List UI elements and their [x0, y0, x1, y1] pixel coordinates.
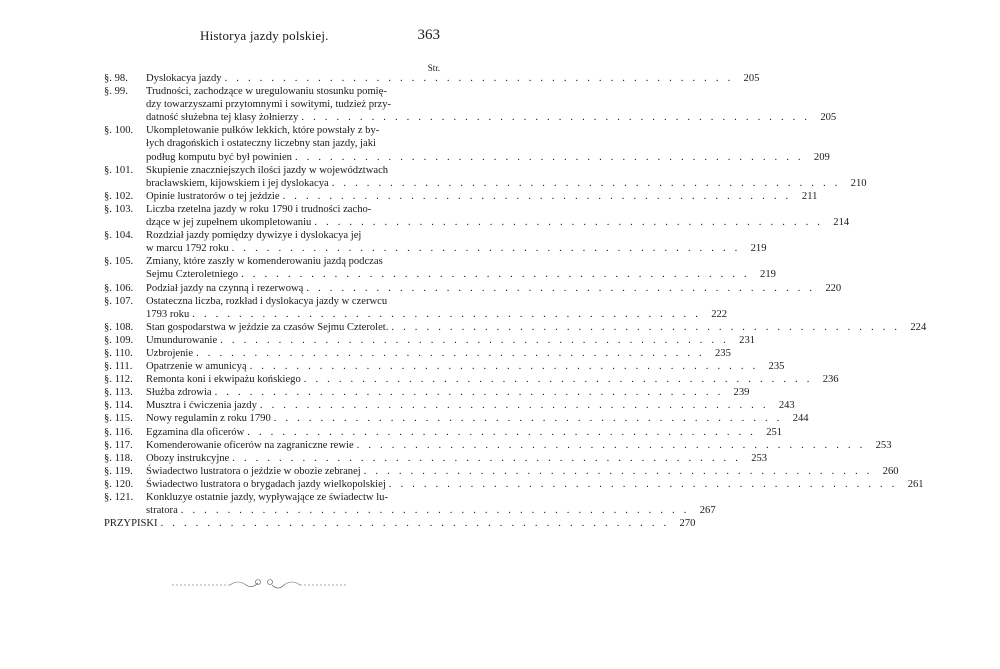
section-number: §. 117.: [104, 439, 133, 451]
page-reference: 251: [766, 426, 783, 438]
entry-line: [146, 85, 440, 98]
entry-text: [146, 72, 760, 85]
running-head-title: Historya jazdy polskiej.: [200, 28, 329, 43]
entry-text: [146, 321, 927, 334]
entry-line: [146, 216, 850, 229]
dot-leader: . . . . . . . . . . . . . . . . . . . . . . . . . . . . . . . . . . . . . . . . . . . .: [180, 505, 690, 517]
entry-line-text: Obozy instrukcyjne: [146, 452, 230, 464]
entry-text: [146, 229, 767, 255]
page-reference: 239: [733, 387, 750, 399]
entry-text: [146, 412, 809, 425]
dot-leader: . . . . . . . . . . . . . . . . . . . . . . . . . . . . . . . . . . . . . . . . . . . .: [273, 413, 783, 425]
entry-line-text: Stan gospodarstwa w jeździe za czasów Sejmu Czterolet.: [146, 321, 389, 333]
section-number: §. 121.: [104, 492, 134, 503]
entry-text: [146, 478, 924, 491]
entry-line-text: podług komputu być był powinien: [146, 151, 292, 163]
section-number: §. 100.: [104, 125, 134, 137]
entry-text: [146, 360, 785, 373]
section-number: §. 114.: [104, 400, 133, 412]
toc-entry: [104, 412, 809, 425]
entry-line-text: w marcu 1792 roku: [146, 243, 229, 255]
entry-text: [146, 386, 750, 399]
page-reference: 210: [850, 177, 867, 189]
entry-text: [146, 334, 756, 347]
entry-line-text: Egzamina dla oficerów: [146, 426, 245, 438]
toc-entry: [104, 373, 839, 386]
page-reference: 253: [751, 452, 768, 464]
page-reference: 214: [833, 217, 850, 229]
section-number: §. 104.: [104, 230, 134, 242]
toc-entry: [104, 465, 899, 478]
page-reference: 205: [820, 112, 837, 124]
section-number: §. 109.: [104, 334, 134, 346]
section-number: §. 115.: [104, 413, 133, 425]
dot-leader: . . . . . . . . . . . . . . . . . . . . . . . . . . . . . . . . . . . . . . . . . . . .: [356, 439, 866, 451]
toc-entry: [104, 347, 731, 360]
toc-entry: [104, 491, 716, 517]
section-number: §. 102.: [104, 190, 134, 202]
entry-line: [146, 255, 440, 268]
entry-line: [146, 137, 440, 150]
dot-leader: . . . . . . . . . . . . . . . . . . . . . . . . . . . . . . . . . . . . . . . . . . . .: [282, 190, 792, 202]
page-column-label: Str.: [427, 63, 440, 73]
entry-line-text: Ostateczna liczba, rozkład i dyslokacya jazdy w czerwcu: [146, 295, 388, 307]
entry-line: [146, 386, 750, 399]
dot-leader: . . . . . . . . . . . . . . . . . . . . . . . . . . . . . . . . . . . . . . . . . . . .: [160, 518, 670, 530]
toc-entry: [104, 164, 867, 190]
dot-leader: . . . . . . . . . . . . . . . . . . . . . . . . . . . . . . . . . . . . . . . . . . . .: [232, 452, 742, 464]
entry-line-text: Służba zdrowia: [146, 387, 212, 399]
toc-entry: [104, 190, 818, 203]
toc-entry: [104, 360, 785, 373]
entry-text: [146, 452, 768, 465]
page-reference: 205: [743, 73, 760, 84]
entry-line-text: stratora: [146, 505, 178, 517]
section-number: §. 105.: [104, 256, 134, 268]
page-reference: 260: [882, 465, 899, 477]
entry-text: [146, 399, 795, 412]
dot-leader: . . . . . . . . . . . . . . . . . . . . . . . . . . . . . . . . . . . . . . . . . . . .: [301, 112, 811, 124]
page-reference: 209: [813, 151, 830, 163]
dot-leader: . . . . . . . . . . . . . . . . . . . . . . . . . . . . . . . . . . . . . . . . . . . .: [249, 361, 759, 373]
entry-line: [146, 295, 440, 308]
table-of-contents: [104, 72, 927, 530]
page-reference: 261: [907, 478, 924, 490]
dot-leader: . . . . . . . . . . . . . . . . . . . . . . . . . . . . . . . . . . . . . . . . . . . .: [231, 243, 741, 255]
entry-line: [146, 177, 867, 190]
entry-line: [146, 282, 842, 295]
entry-line: [146, 164, 440, 177]
toc-entry: [104, 386, 750, 399]
page-reference: 219: [760, 269, 776, 281]
entry-line-text: Musztra i ćwiczenia jazdy: [146, 400, 257, 412]
entry-line-text: Liczba rzetelna jazdy w roku 1790 i trudności zacho-: [146, 203, 372, 215]
page-reference: 220: [825, 282, 842, 294]
entry-line: [146, 308, 728, 321]
page-reference: 236: [822, 374, 839, 386]
page-number: 363: [417, 27, 440, 43]
page-reference: 219: [750, 243, 767, 255]
section-number: §. 113.: [104, 387, 133, 399]
section-number: §. 106.: [104, 282, 134, 294]
entry-line-text: Zmiany, które zaszły w komenderowaniu jazdą podczas: [146, 256, 383, 268]
entry-line-text: Sejmu Czteroletniego: [146, 269, 239, 281]
entry-line-text: Konkluzye ostatnie jazdy, wypływające ze świadectw lu-: [146, 492, 388, 503]
entry-line: [146, 478, 924, 491]
dot-leader: . . . . . . . . . . . . . . . . . . . . . . . . . . . . . . . . . . . . . . . . . . . .: [241, 269, 750, 281]
entry-text: [146, 124, 830, 163]
toc-entry: [104, 426, 783, 439]
dot-leader: . . . . . . . . . . . . . . . . . . . . . . . . . . . . . . . . . . . . . . . . . . . .: [363, 465, 873, 477]
entry-text: [146, 255, 776, 281]
toc-entry: [104, 439, 892, 452]
entry-line-text: Uzbrojenie: [146, 347, 194, 359]
entry-line-text: datność służebna tej klasy żołnierzy: [146, 112, 299, 124]
entry-line-text: Skupienie znaczniejszych ilości jazdy w województwach: [146, 164, 389, 176]
entry-line: [146, 439, 892, 452]
toc-entry: [104, 452, 768, 465]
section-number: §. 116.: [104, 426, 133, 438]
entry-line: [146, 412, 809, 425]
section-number: §. 98.: [104, 73, 128, 84]
entry-line: [146, 452, 768, 465]
page-reference: 235: [715, 347, 731, 359]
entry-line-text: Opinie lustratorów o tej jeździe: [146, 190, 280, 202]
dot-leader: . . . . . . . . . . . . . . . . . . . . . . . . . . . . . . . . . . . . . . . . . . . .: [247, 426, 757, 438]
entry-text: [146, 203, 850, 229]
section-number: §. 103.: [104, 203, 134, 215]
toc-entry: [104, 334, 756, 347]
entry-line-text: Komenderowanie oficerów na zagraniczne rewie: [146, 439, 354, 451]
toc-entry: [104, 85, 837, 124]
entry-line: [146, 321, 927, 334]
entry-text: [146, 426, 783, 439]
toc-entry: [104, 124, 830, 163]
entry-line: [146, 72, 760, 85]
section-number: §. 110.: [104, 347, 133, 359]
entry-line-text: Opatrzenie w amunicyą: [146, 361, 247, 373]
entry-line-text: Świadectwo lustratora o brygadach jazdy wielkopolskiej: [146, 478, 386, 490]
entry-line: [146, 334, 756, 347]
section-number: §. 112.: [104, 374, 133, 386]
dot-leader: . . . . . . . . . . . . . . . . . . . . . . . . . . . . . . . . . . . . . . . . . . . .: [314, 217, 824, 229]
entry-line: [146, 465, 899, 478]
entry-line-text: łych dragońskich i ostateczny liczebny stan jazdy, jaki: [146, 138, 376, 150]
page-reference: 243: [778, 400, 795, 412]
dot-leader: . . . . . . . . . . . . . . . . . . . . . . . . . . . . . . . . . . . . . . . . . . . .: [306, 282, 816, 294]
entry-line-text: Trudności, zachodzące w uregulowaniu stosunku pomię-: [146, 86, 387, 98]
entry-line: [146, 111, 837, 124]
entry-text: [146, 282, 842, 295]
entry-line: [146, 347, 731, 360]
dot-leader: . . . . . . . . . . . . . . . . . . . . . . . . . . . . . . . . . . . . . . . . . . . .: [331, 177, 841, 189]
entry-text: [104, 517, 696, 530]
entry-line: [146, 268, 776, 281]
dot-leader: . . . . . . . . . . . . . . . . . . . . . . . . . . . . . . . . . . . . . . . . . . . .: [214, 387, 724, 399]
page-reference: 235: [768, 361, 785, 373]
entry-line-text: dzy towarzyszami przytomnymi i sowitymi, tudzież przy-: [146, 99, 392, 111]
toc-entry: [104, 399, 795, 412]
toc-entry: [104, 517, 696, 530]
entry-line: [146, 426, 783, 439]
toc-entry: [104, 203, 850, 229]
dot-leader: . . . . . . . . . . . . . . . . . . . . . . . . . . . . . . . . . . . . . . . . . . . .: [224, 73, 734, 84]
entry-line: [146, 242, 767, 255]
entry-line: [146, 124, 440, 137]
entry-text: [146, 373, 839, 386]
entry-text: [146, 439, 892, 452]
toc-entry: [104, 72, 760, 85]
section-number: §. 107.: [104, 295, 134, 307]
page-reference: 222: [711, 308, 728, 320]
dot-leader: . . . . . . . . . . . . . . . . . . . . . . . . . . . . . . . . . . . . . . . . . . . .: [294, 151, 804, 163]
entry-text: [146, 465, 899, 478]
entry-line: [146, 373, 839, 386]
toc-entry: [104, 282, 842, 295]
section-number: §. 111.: [104, 361, 133, 373]
entry-line: [146, 360, 785, 373]
entry-text: [146, 347, 731, 360]
section-number: §. 118.: [104, 452, 133, 464]
toc-entry: [104, 229, 767, 255]
toc-entry: [104, 321, 927, 334]
dot-leader: . . . . . . . . . . . . . . . . . . . . . . . . . . . . . . . . . . . . . . . . . . . .: [303, 374, 813, 386]
section-number: §. 108.: [104, 321, 134, 333]
section-number: §. 120.: [104, 478, 134, 490]
dot-leader: . . . . . . . . . . . . . . . . . . . . . . . . . . . . . . . . . . . . . . . . . . . .: [259, 400, 769, 412]
entry-line: [146, 399, 795, 412]
entry-line-text: Ukompletowanie pułków lekkich, które powstały z by-: [146, 125, 380, 137]
entry-line-text: dzące w jej zupełnem ukompletowaniu: [146, 217, 312, 229]
dot-leader: . . . . . . . . . . . . . . . . . . . . . . . . . . . . . . . . . . . . . . . . . . . .: [388, 478, 898, 490]
entry-line: [146, 504, 716, 517]
entry-text: [146, 164, 867, 190]
entry-line-text: Świadectwo lustratora o jeździe w obozie zebranej: [146, 465, 361, 477]
page-reference: 231: [739, 334, 756, 346]
entry-line-text: Rozdział jazdy pomiędzy dywizye i dyslokacya jej: [146, 230, 362, 242]
page-reference: 267: [699, 505, 716, 517]
entry-text: [146, 85, 837, 124]
toc-entry: [104, 255, 776, 281]
entry-line: [146, 203, 440, 216]
entry-line-text: 1793 roku: [146, 308, 190, 320]
entry-line-text: Remonta koni i ekwipażu końskiego: [146, 374, 301, 386]
entry-line: [146, 491, 440, 504]
decorative-ornament: [170, 574, 350, 594]
entry-line-text: Podział jazdy na czynną i rezerwową: [146, 282, 304, 294]
entry-text: [146, 295, 728, 321]
entry-line: [146, 151, 830, 164]
page-reference: 224: [910, 321, 927, 333]
entry-line-text: Nowy regulamin z roku 1790: [146, 413, 271, 425]
toc-entry: [104, 295, 728, 321]
page-reference: 253: [875, 439, 892, 451]
dot-leader: . . . . . . . . . . . . . . . . . . . . . . . . . . . . . . . . . . . . . . . . . . . .: [192, 308, 702, 320]
toc-entry: [104, 478, 924, 491]
dot-leader: . . . . . . . . . . . . . . . . . . . . . . . . . . . . . . . . . . . . . . . . . . . .: [220, 334, 730, 346]
entry-line: [146, 229, 440, 242]
page-reference: 211: [801, 190, 818, 202]
entry-text: [146, 491, 716, 517]
entry-line: [104, 517, 696, 530]
entry-line-text: PRZYPISKI: [104, 518, 158, 530]
entry-line-text: Umundurowanie: [146, 334, 218, 346]
section-number: §. 101.: [104, 164, 134, 176]
section-number: §. 99.: [104, 86, 128, 98]
dot-leader: . . . . . . . . . . . . . . . . . . . . . . . . . . . . . . . . . . . . . . . . . . . .: [391, 321, 901, 333]
entry-line: [146, 190, 818, 203]
entry-line: [146, 98, 440, 111]
entry-line-text: bracławskiem, kijowskiem i jej dyslokacya: [146, 177, 329, 189]
dot-leader: . . . . . . . . . . . . . . . . . . . . . . . . . . . . . . . . . . . . . . . . . . . .: [196, 347, 705, 359]
section-number: §. 119.: [104, 465, 133, 477]
entry-text: [146, 190, 818, 203]
page-reference: 270: [679, 518, 696, 530]
page-reference: 244: [792, 413, 809, 425]
entry-line-text: Dyslokacya jazdy: [146, 73, 222, 84]
